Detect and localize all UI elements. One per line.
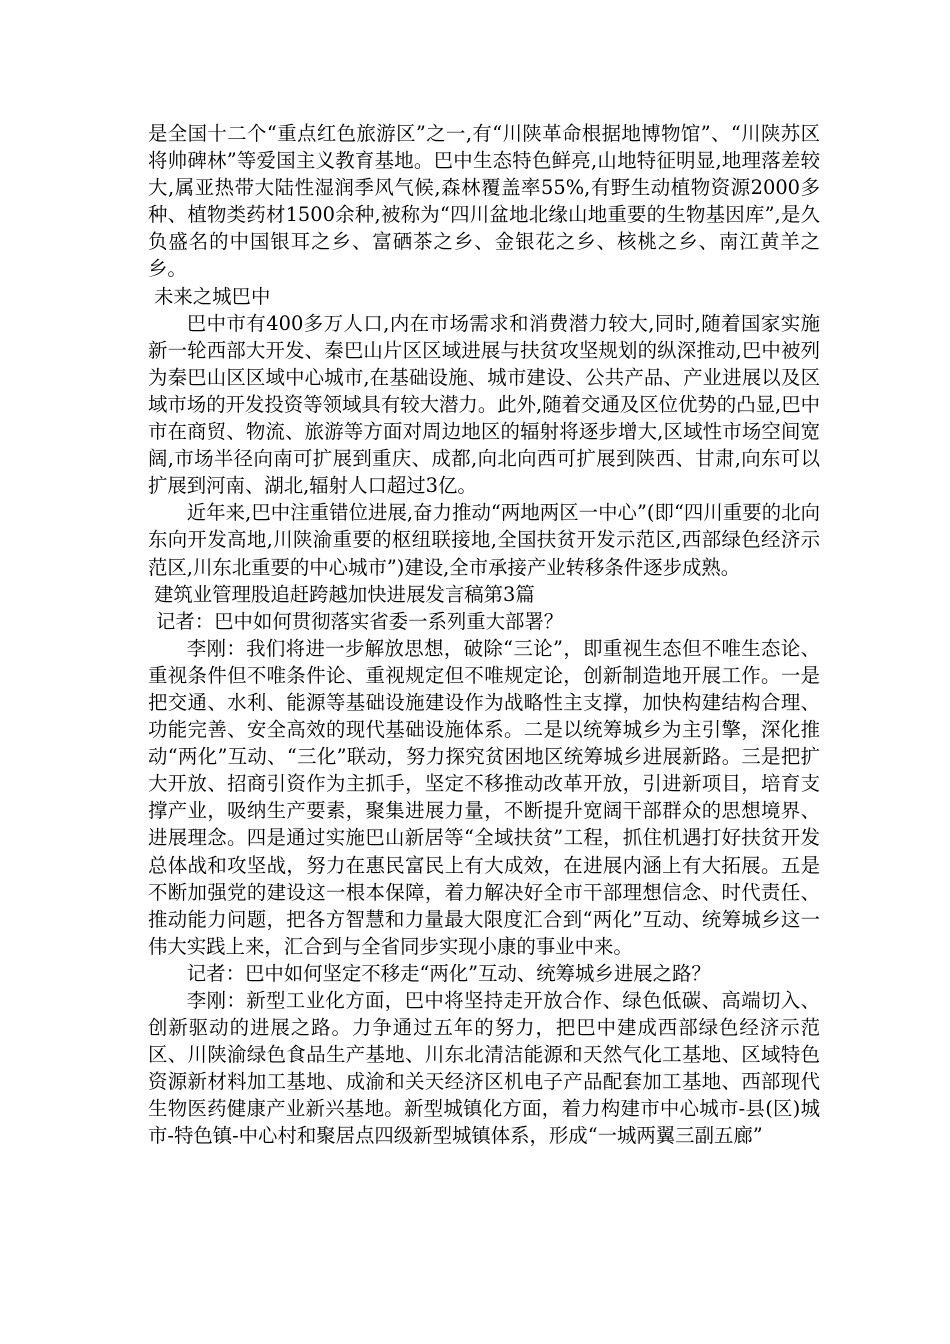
paragraph-population-market: 巴中市有400多万人口,内在市场需求和消费潜力较大,同时,随着国家实施新一轮西部大开发、秦巴山片区区域进展与扶贫攻坚规划的纵深推动,巴中被列为秦巴山区区域中心城市,在基础设施、城市建设、公共产品、产业进展以及区域市场的开发投资等领域具有较大潜力。此外,随着交通及区位优势的凸显,巴中市在商贸、物流、旅游等方面对周边地区的辐射将逐步增大,区域性市场空间宽阔,市场半径向南可扩展到重庆、成都,向北向西可扩展到陕西、甘肃,向东可以扩展到河南、湖北,辐射人口超过3亿。: [148, 311, 820, 498]
interview-answer-2: 李刚：新型工业化方面，巴中将坚持走开放合作、绿色低碳、高端切入、创新驱动的进展之路。力争通过五年的努力，把巴中建成西部绿色经济示范区、川陕渝绿色食品生产基地、川东北清洁能源和天然气化工基地、区域特色资源新材料加工基地、成渝和关天经济区机电子产品配套加工基地、西部现代生物医药健康产业新兴基地。新型城镇化方面，着力构建市中心城市-县(区)城市-特色镇-中心村和聚居点四级新型城镇体系，形成“一城两翼三副五廊”: [148, 989, 820, 1148]
document-body: [148, 120, 820, 1150]
paragraph-red-tourism: 是全国十二个“重点红色旅游区”之一,有“川陕革命根据地博物馆”、“川陕苏区将帅碑林”等爱国主义教育基地。巴中生态特色鲜亮,山地特征明显,地理落差较大,属亚热带大陆性湿润季风气候,森林覆盖率55%,有野生动植物资源2000多种、植物类药材1500余种,被称为“四川盆地北缘山地重要的生物基因库”,是久负盛名的中国银耳之乡、富硒茶之乡、金银花之乡、核桃之乡、南江黄羊之乡。: [148, 122, 820, 281]
section-heading-speech-part-3: 建筑业管理股追赶跨越加快进展发言稿第3篇: [154, 582, 535, 606]
interview-answer-1: 李刚：我们将进一步解放思想，破除“三论”，即重视生态但不唯生态论、重视条件但不唯条件论、重视规定但不唯规定论，创新制造地开展工作。一是把交通、水利、能源等基础设施建设作为战略性主支撑，加快构建结构合理、功能完善、安全高效的现代基础设施体系。二是以统筹城乡为主引擎，深化推动“两化”互动、“三化”联动，努力探究贫困地区统筹城乡进展新路。三是把扩大开放、招商引资作为主抓手，坚定不移推动改革开放，引进新项目，培育支撑产业，吸纳生产要素，聚集进展力量，不断提升宽阔干部群众的思想境界、进展理念。四是通过实施巴山新居等“全域扶贫”工程，抓住机遇打好扶贫开发总体战和攻坚战，努力在惠民富民上有大成效，在进展内涵上有大拓展。五是不断加强党的建设这一根本保障，着力解决好全市干部理想信念、时代责任、推动能力问题，把各方智慧和力量最大限度汇合到“两化”互动、统筹城乡这一伟大实践上来，汇合到与全省同步实现小康的事业中来。: [148, 636, 820, 958]
section-heading-future-city: 未来之城巴中: [154, 284, 271, 308]
paragraph-development-positioning: 近年来,巴中注重错位进展,奋力推动“两地两区一中心”(即“四川重要的北向东向开发高地,川陕渝重要的枢纽联接地,全国扶贫开发示范区,西部绿色经济示范区,川东北重要的中心城市”)建设,全市承接产业转移条件逐步成熟。: [148, 501, 820, 579]
interview-question-1: 记者：巴中如何贯彻落实省委一系列重大部署？: [156, 609, 564, 633]
interview-question-2: 记者：巴中如何坚定不移走“两化”互动、统筹城乡进展之路？: [186, 961, 711, 985]
